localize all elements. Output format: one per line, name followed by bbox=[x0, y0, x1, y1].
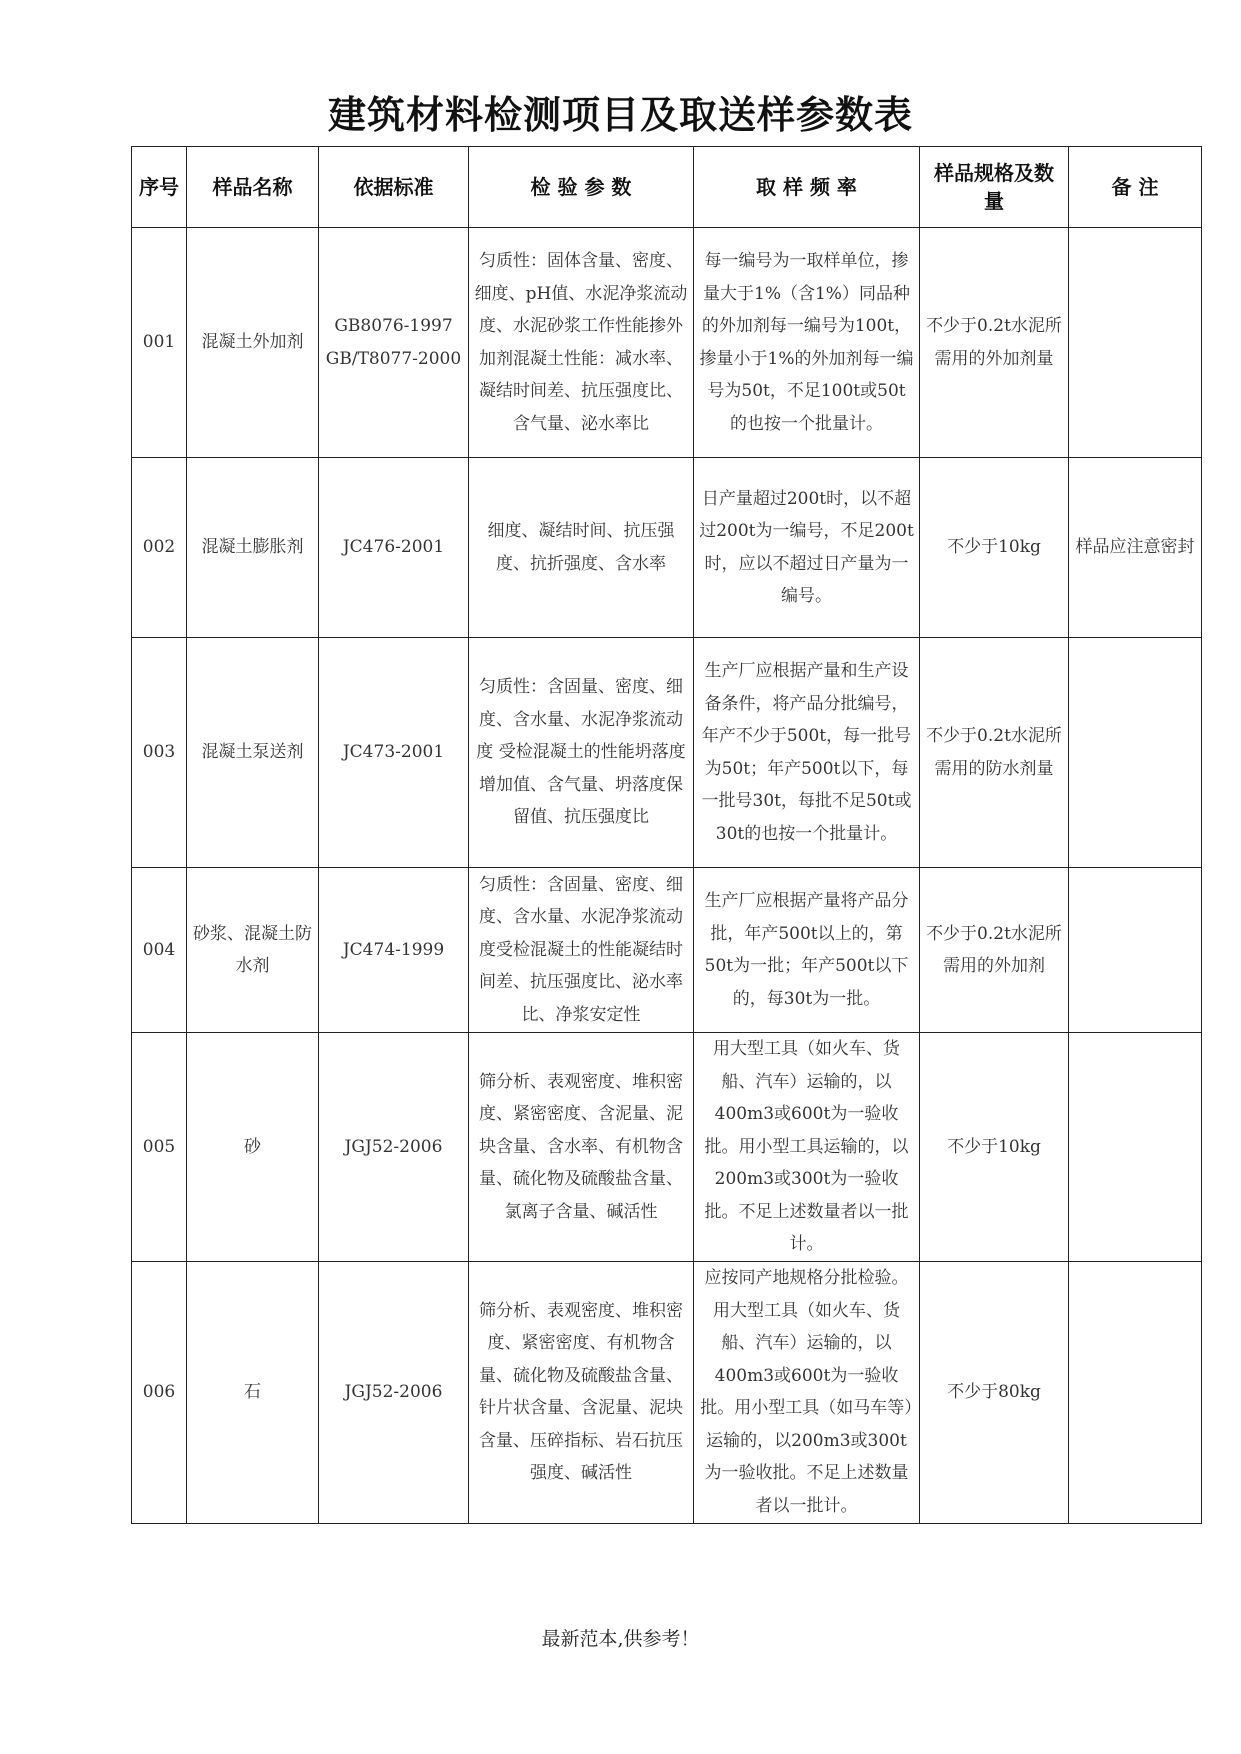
cell-spec: 不少于10kg bbox=[920, 1033, 1069, 1262]
cell-standard: JC476-2001 bbox=[319, 458, 469, 638]
table-row bbox=[132, 458, 1202, 638]
cell-standard: GB8076-1997 GB/T8077-2000 bbox=[319, 228, 469, 458]
cell-name: 砂 bbox=[187, 1033, 319, 1262]
page-title: 建筑材料检测项目及取送样参数表 bbox=[327, 93, 913, 137]
cell-params: 细度、凝结时间、抗压强度、抗折强度、含水率 bbox=[469, 458, 694, 638]
cell-spec: 不少于0.2t水泥所需用的防水剂量 bbox=[920, 638, 1069, 868]
cell-note bbox=[1069, 868, 1202, 1033]
table-row bbox=[132, 1033, 1202, 1262]
cell-note: 样品应注意密封 bbox=[1069, 458, 1202, 638]
cell-note bbox=[1069, 638, 1202, 868]
cell-note bbox=[1069, 228, 1202, 458]
cell-note bbox=[1069, 1033, 1202, 1262]
cell-frequency: 生产厂应根据产量和生产设备条件，将产品分批编号，年产不少于500t，每一批号为50t；年产500t以下，每一批号30t，每批不足50t或30t的也按一个批量计。 bbox=[694, 638, 920, 868]
cell-no: 004 bbox=[132, 868, 187, 1033]
cell-no: 005 bbox=[132, 1033, 187, 1262]
col-header-no: 序号 bbox=[132, 147, 187, 228]
cell-no: 003 bbox=[132, 638, 187, 868]
cell-spec: 不少于10kg bbox=[920, 458, 1069, 638]
cell-spec: 不少于0.2t水泥所需用的外加剂 bbox=[920, 868, 1069, 1033]
col-header-frequency: 取 样 频 率 bbox=[694, 147, 920, 228]
col-header-note: 备 注 bbox=[1069, 147, 1202, 228]
cell-name: 石 bbox=[187, 1261, 319, 1523]
cell-standard: JC474-1999 bbox=[319, 868, 469, 1033]
cell-name: 砂浆、混凝土防水剂 bbox=[187, 868, 319, 1033]
cell-no: 001 bbox=[132, 228, 187, 458]
table-row bbox=[132, 228, 1202, 458]
cell-note bbox=[1069, 1261, 1202, 1523]
cell-params: 筛分析、表观密度、堆积密度、紧密密度、含泥量、泥块含量、含水率、有机物含量、硫化物及硫酸盐含量、氯离子含量、碱活性 bbox=[469, 1033, 694, 1262]
table-row bbox=[132, 638, 1202, 868]
cell-standard: JGJ52-2006 bbox=[319, 1033, 469, 1262]
cell-params: 匀质性：固体含量、密度、细度、pH值、水泥净浆流动度、水泥砂浆工作性能掺外加剂混凝土性能：减水率、凝结时间差、抗压强度比、含气量、泌水率比 bbox=[469, 228, 694, 458]
cell-spec: 不少于0.2t水泥所需用的外加剂量 bbox=[920, 228, 1069, 458]
cell-name: 混凝土外加剂 bbox=[187, 228, 319, 458]
cell-no: 002 bbox=[132, 458, 187, 638]
cell-params: 匀质性：含固量、密度、细度、含水量、水泥净浆流动度受检混凝土的性能凝结时间差、抗压强度比、泌水率比、净浆安定性 bbox=[469, 868, 694, 1033]
table-row bbox=[132, 1261, 1202, 1523]
cell-params: 匀质性：含固量、密度、细度、含水量、水泥净浆流动度 受检混凝土的性能坍落度增加值、含气量、坍落度保留值、抗压强度比 bbox=[469, 638, 694, 868]
table-row bbox=[132, 868, 1202, 1033]
cell-frequency: 每一编号为一取样单位，掺量大于1%（含1%）同品种的外加剂每一编号为100t，掺量小于1%的外加剂每一编号为50t，不足100t或50t的也按一个批量计。 bbox=[694, 228, 920, 458]
cell-frequency: 生产厂应根据产量将产品分批，年产500t以上的，第50t为一批；年产500t以下的，每30t为一批。 bbox=[694, 868, 920, 1033]
test-parameters-table bbox=[131, 146, 1202, 1524]
footer-note: 最新范本,供参考！ bbox=[541, 1628, 700, 1650]
header-row bbox=[132, 147, 1202, 228]
cell-frequency: 日产量超过200t时，以不超过200t为一编号，不足200t时，应以不超过日产量为一编号。 bbox=[694, 458, 920, 638]
cell-standard: JGJ52-2006 bbox=[319, 1261, 469, 1523]
cell-name: 混凝土膨胀剂 bbox=[187, 458, 319, 638]
col-header-name: 样品名称 bbox=[187, 147, 319, 228]
col-header-standard: 依据标准 bbox=[319, 147, 469, 228]
cell-name: 混凝土泵送剂 bbox=[187, 638, 319, 868]
cell-params: 筛分析、表观密度、堆积密度、紧密密度、有机物含量、硫化物及硫酸盐含量、针片状含量、含泥量、泥块含量、压碎指标、岩石抗压强度、碱活性 bbox=[469, 1261, 694, 1523]
cell-no: 006 bbox=[132, 1261, 187, 1523]
cell-spec: 不少于80kg bbox=[920, 1261, 1069, 1523]
cell-frequency: 用大型工具（如火车、货船、汽车）运输的，以400m3或600t为一验收批。用小型工具运输的，以200m3或300t为一验收批。不足上述数量者以一批计。 bbox=[694, 1033, 920, 1262]
cell-standard: JC473-2001 bbox=[319, 638, 469, 868]
col-header-spec: 样品规格及数量 bbox=[920, 147, 1069, 228]
col-header-params: 检 验 参 数 bbox=[469, 147, 694, 228]
cell-frequency: 应按同产地规格分批检验。用大型工具（如火车、货船、汽车）运输的，以400m3或600t为一验收批。用小型工具（如马车等）运输的，以200m3或300t为一验收批。不足上述数量者以一批计。 bbox=[694, 1261, 920, 1523]
